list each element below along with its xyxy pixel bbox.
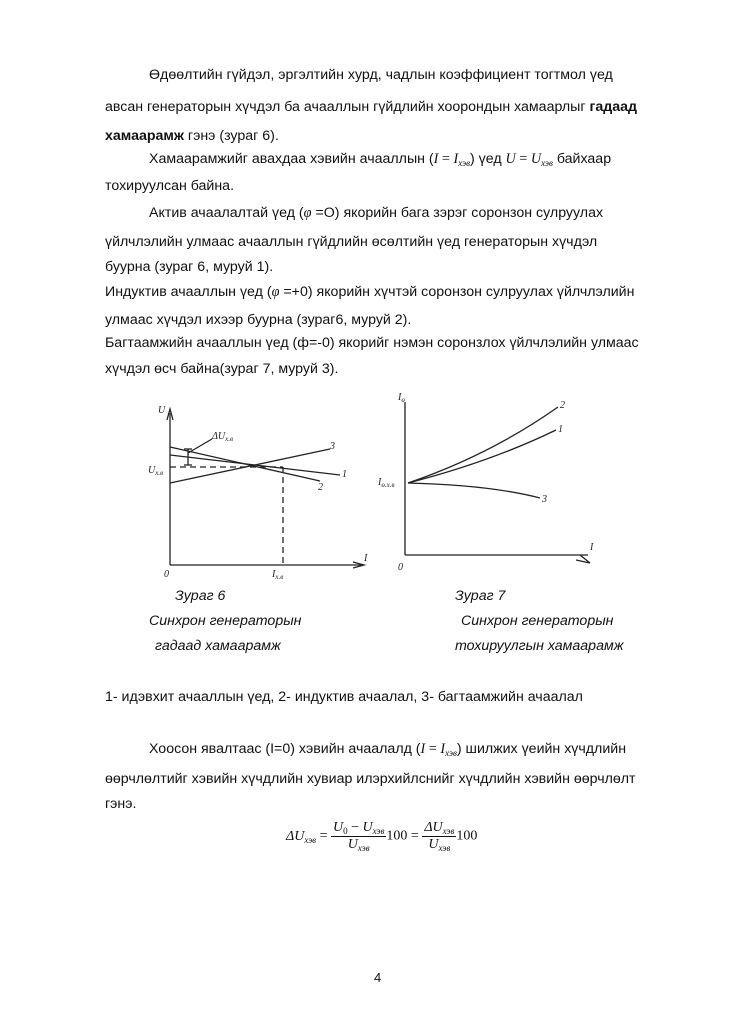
formula-U-eq-Unom: $U = U_{хэв}$ bbox=[505, 151, 553, 168]
fig7-curve-2-label: 2 bbox=[560, 400, 565, 411]
p5-line1: Багтаамжийн ачааллын үед (ф=-0) якорийг нэмэн соронзлох үйлчлэлийн улмаас bbox=[105, 335, 639, 351]
fig6-inom-label: $I_{x.в}$ bbox=[272, 569, 284, 581]
fig6-curve-1-label: 1 bbox=[342, 469, 347, 480]
fig6-unom-label: $U_{x.в}$ bbox=[148, 465, 164, 477]
fig6-curve-2 bbox=[170, 447, 320, 481]
fig6-origin-label: 0 bbox=[164, 569, 169, 580]
p1-line3: хамаарамж гэнэ (зураг 6). bbox=[105, 128, 279, 144]
fig6-x-label: I bbox=[364, 553, 368, 564]
fig6-curve-1 bbox=[170, 455, 340, 475]
formula-I-eq-Inom: $I = I_{хэв}$ bbox=[433, 151, 470, 168]
p2-line2: тохируулсан байна. bbox=[105, 178, 235, 194]
bold-term-external: гадаад bbox=[589, 99, 638, 115]
p6-line3: гэнэ. bbox=[105, 796, 137, 812]
fig7-inom-label: $I_{ө.x.в}$ bbox=[378, 477, 395, 489]
phi-symbol: φ bbox=[303, 205, 312, 221]
fig6-caption-line1: Синхрон генераторын bbox=[149, 613, 302, 629]
fig6-curve-3-label: 3 bbox=[330, 441, 335, 452]
p6-line1: Хоосон явалтаас (I=0) хэвийн ачаалалд $(I = I_{хэв})$ шилжих үеийн хүчдлийн bbox=[149, 741, 627, 758]
fig7-x-label: I bbox=[590, 542, 594, 553]
p3-line3: буурна (зураг 6, муруй 1). bbox=[105, 259, 274, 275]
p1-line1: Өдөөлтийн гүйдэл, эргэлтийн хурд, чадлын коэффициент тогтмол үед bbox=[149, 67, 613, 83]
formula-fraction-1: $\frac{U_0 - U_{хэв}}{U_{хэв}}$ bbox=[333, 820, 385, 853]
p6-line2: өөрчлөлтийг хэвийн хүчдлийн хувиар илэрхийлснийг хүчдлийн хэвийн өөрчлөлт bbox=[105, 771, 636, 787]
phi-symbol: φ bbox=[271, 284, 280, 300]
p4-line2: улмаас хүчдэл ихээр буурна (зураг6, муруй 2). bbox=[105, 312, 412, 328]
fig7-origin-label: 0 bbox=[398, 562, 403, 573]
fig6-y-label: U bbox=[158, 405, 166, 416]
fig6-curve-2-label: 2 bbox=[318, 482, 323, 493]
voltage-change-formula: $\Delta U_{хэв}$ = $\frac{U_0 - U_{хэв}}{U_{хэв}}$ 100 = $\frac{\Delta U_{хэв}}{U_{хэв}}$ 100 bbox=[286, 820, 478, 853]
curve-legend: 1- идэвхит ачааллын үед, 2- индуктив ачаалал, 3- багтаамжийн ачаалал bbox=[105, 689, 583, 705]
formula-I-eq-Inom: $I = I_{хэв}$ bbox=[420, 741, 457, 758]
p2-line1: Хамаарамжийг авахдаа хэвийн ачааллын $(I = I_{хэв})$ үед $U = U_{хэв}$ байхаар bbox=[149, 151, 612, 168]
fig7-curve-2 bbox=[408, 407, 558, 483]
p1-line2: авсан генераторын хүчдэл ба ачааллын гүйдлийн хоорондын хамаарлыг гадаад bbox=[105, 99, 638, 115]
fig7-caption-line2: тохируулгын хамаарамж bbox=[455, 638, 624, 654]
p3-line2: үйлчлэлийн улмаас ачааллын гүйдлийн өсөлтийн үед генераторын хүчдэл bbox=[105, 234, 598, 250]
fig7-curve-1-label: 1 bbox=[558, 424, 563, 435]
formula-lhs: $\Delta U_{хэв}$ bbox=[286, 828, 317, 845]
fig6-delta-pointer bbox=[188, 439, 212, 453]
formula-fraction-2: $\frac{\Delta U_{хэв}}{U_{хэв}}$ bbox=[424, 820, 455, 853]
fig6-delta-label: $\Delta U_{x.в}$ bbox=[212, 431, 233, 443]
p3-line1: Актив ачаалалтай үед (φ =O) якорийн бага зэрэг соронзон сулруулах bbox=[149, 205, 604, 221]
bold-term-dependence: хамаарамж bbox=[105, 128, 184, 144]
p4-line1: Индуктив ачааллын үед (φ =+0) якорийн хүчтэй соронзон сулруулах үйлчлэлийн bbox=[105, 284, 635, 300]
figure-7-regulation-characteristic bbox=[378, 390, 600, 580]
fig7-y-label: $I_ө$ bbox=[398, 392, 405, 404]
fig7-curve-3 bbox=[408, 483, 540, 498]
figure-6-external-characteristic bbox=[140, 395, 370, 580]
fig7-curve-3-label: 3 bbox=[542, 494, 547, 505]
fig7-x-arrow bbox=[576, 555, 590, 563]
fig7-caption-number: Зураг 7 bbox=[455, 588, 506, 604]
p5-line2: хүчдэл өсч байна(зураг 7, муруй 3). bbox=[105, 361, 339, 377]
page-number: 4 bbox=[374, 970, 382, 985]
fig7-caption-line1: Синхрон генераторын bbox=[461, 613, 614, 629]
fig6-caption-line2: гадаад хамаарамж bbox=[155, 638, 281, 654]
fig6-caption-number: Зураг 6 bbox=[175, 588, 226, 604]
